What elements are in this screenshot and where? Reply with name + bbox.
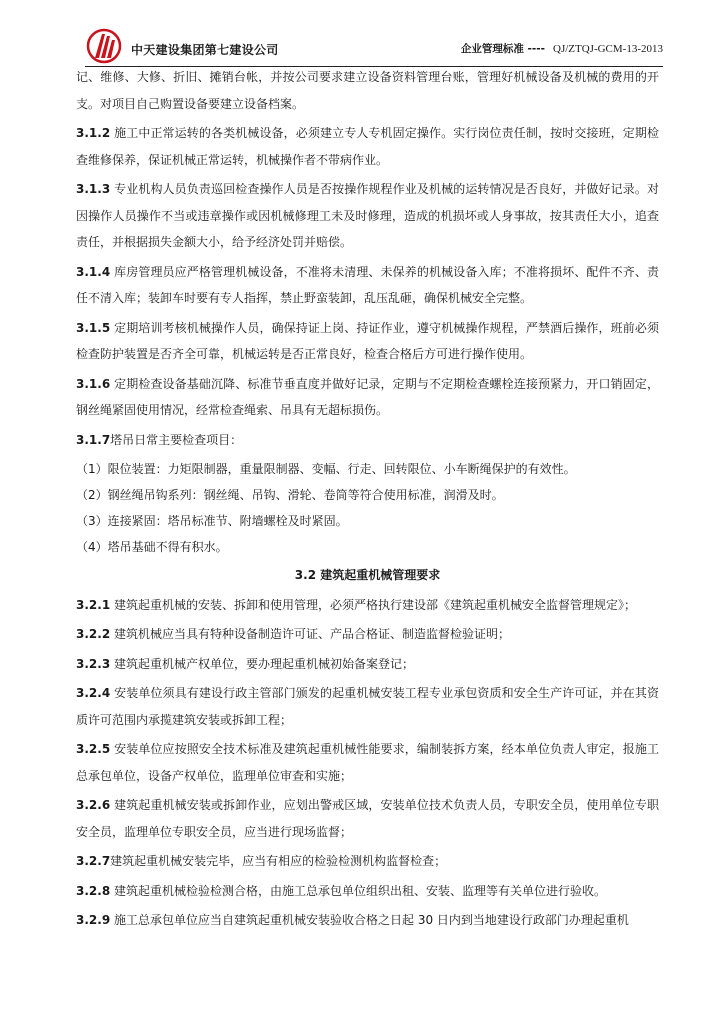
clause-text: 施工总承包单位应当自建筑起重机械安装验收合格之日起 30 日内到当地建设行政部门办理起重机: [114, 913, 629, 927]
clause-3-2-1: [76, 592, 659, 619]
company-logo: [85, 28, 123, 64]
clause-3-2-3: [76, 651, 659, 678]
clause-text: 建筑起重机械安装完毕，应当有相应的检验检测机构监督检查；: [110, 854, 447, 868]
clause-text: 定期检查设备基础沉降、标准节垂直度并做好记录，定期与不定期检查螺栓连接预紧力，开口销固定，钢丝绳紧固使用情况，经常检查绳索、吊具有无超标损伤。: [76, 376, 659, 417]
check-item: （2）钢丝绳吊钩系列：钢丝绳、吊钩、滑轮、卷筒等符合使用标准，润滑及时。: [76, 488, 504, 502]
check-item: （1）限位装置：力矩限制器，重量限制器、变幅、行走、回转限位、小车断绳保护的有效性。: [76, 462, 576, 476]
clause-3-1-2: [76, 120, 659, 173]
page-header: [85, 28, 663, 67]
standard-info: [461, 41, 663, 56]
clause-3-1-7: [76, 427, 659, 454]
clause-3-2-4: [76, 680, 659, 733]
clause-text: 定期培训考核机械操作人员，确保持证上岗、持证作业，遵守机械操作规程，严禁酒后操作，班前必须检查防护装置是否齐全可靠，机械运转是否正常良好，检查合格后方可进行操作使用。: [76, 320, 659, 361]
clause-3-2-6: [76, 792, 659, 845]
clause-3-2-7: [76, 848, 659, 875]
clause-3-2-9: [76, 907, 659, 934]
document-body: [76, 64, 659, 937]
clause-text: 库房管理员应严格管理机械设备，不准将未清理、未保养的机械设备入库；不准将损坏、配件不齐、责任不清入库；装卸车时要有专人指挥，禁止野蛮装卸，乱压乱砸，确保机械安全完整。: [76, 264, 659, 305]
clause-text: 建筑起重机械检验检测合格，由施工总承包单位组织出租、安装、监理等有关单位进行验收。: [114, 883, 607, 898]
clause-number: 3.2.5: [76, 742, 111, 756]
clause-number: 3.2.1: [76, 597, 111, 612]
clause-text: 建筑起重机械产权单位，要办理起重机械初始备案登记；: [114, 656, 415, 671]
clause-text: 专业机构人员负责巡回检查操作人员是否按操作规程作业及机械的运转情况是否良好，并做好记录。对因操作人员操作不当或违章操作或因机械修理工未及时修理，造成的机损坏或人身事故，按其责任大小，追查责任，并根据损失金额大小，给予经济处罚并赔偿。: [76, 182, 659, 249]
clause-3-1-6: [76, 371, 659, 424]
clause-number: 3.1.3: [76, 182, 111, 196]
clause-3-1-3: [76, 176, 659, 256]
clause-3-2-5: [76, 736, 659, 789]
clause-number: 3.2.6: [76, 798, 111, 812]
clause-text: 建筑起重机械的安装、拆卸和使用管理，必须严格执行建设部《建筑起重机械安全监督管理规定》；: [114, 597, 637, 612]
standard-label: 企业管理标准 ----: [460, 43, 545, 55]
clause-number: 3.1.5: [76, 320, 111, 335]
clause-number: 3.1.7: [76, 432, 111, 447]
clause-text: 建筑机械应当具有特种设备制造许可证、产品合格证、制造监督检验证明；: [114, 627, 511, 641]
clause-number: 3.2.7: [76, 854, 111, 868]
clause-number: 3.2.2: [76, 627, 111, 641]
company-name: 中天建设集团第七建设公司: [131, 43, 279, 57]
clause-number: 3.1.6: [76, 376, 111, 391]
standard-code: QJ/ZTQJ-GCM-13-2013: [553, 43, 663, 55]
check-item: （3）连接紧固：塔吊标准节、附墙螺栓及时紧固。: [76, 514, 348, 528]
clause-number: 3.2.8: [76, 883, 111, 898]
check-item: （4）塔吊基础不得有积水。: [76, 540, 228, 554]
clause-number: 3.1.2: [76, 126, 111, 140]
clause-text: 塔吊日常主要检查项目：: [110, 432, 243, 447]
clause-text: 施工中正常运转的各类机械设备，必须建立专人专机固定操作。实行岗位责任制，按时交接班，定期检查维修保养，保证机械正常运转，机械操作者不带病作业。: [76, 126, 659, 167]
clause-number: 3.2.4: [76, 686, 111, 700]
clause-3-1-4: [76, 259, 659, 312]
section-heading: 3.2 建筑起重机械管理要求: [294, 568, 441, 582]
clause-3-2-8: [76, 878, 659, 905]
clause-text: 建筑起重机械安装或拆卸作业，应划出警戒区域，安装单位技术负责人员，专职安全员，使用单位专职安全员，监理单位专职安全员，应当进行现场监督；: [76, 798, 659, 839]
clause-number: 3.1.4: [76, 264, 111, 279]
clause-text: 安装单位须具有建设行政主管部门颁发的起重机械安装工程专业承包资质和安全生产许可证，并在其资质许可范围内承揽建筑安装或拆卸工程；: [76, 686, 659, 727]
clause-number: 3.2.3: [76, 656, 111, 671]
intro-paragraph: 记、维修、大修、折旧、摊销台帐，并按公司要求建立设备资料管理台账，管理好机械设备及机械的费用的开支。对项目自己购置设备要建立设备档案。: [76, 70, 659, 111]
clause-3-2-2: [76, 621, 659, 648]
clause-number: 3.2.9: [76, 913, 111, 927]
clause-3-1-5: [76, 315, 659, 368]
clause-text: 安装单位应按照安全技术标准及建筑起重机械性能要求，编制装拆方案，经本单位负责人审定，报施工总承包单位，设备产权单位，监理单位审查和实施；: [76, 742, 659, 783]
